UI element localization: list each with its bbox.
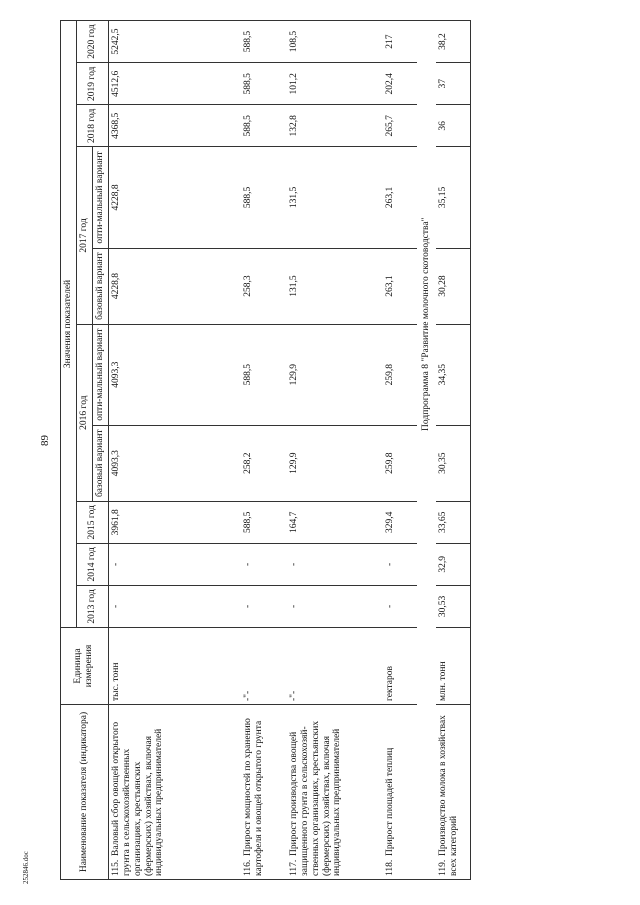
value-2019: 588,5 <box>241 63 287 105</box>
value-2013: - <box>287 585 383 627</box>
unit-cell: тыс. тонн <box>108 628 241 705</box>
rotated-table-container <box>60 20 580 880</box>
subprogram-heading-row <box>417 21 436 880</box>
value-2018: 588,5 <box>241 105 287 147</box>
indicator-name-cell <box>108 705 241 880</box>
indicator-name-cell <box>436 705 471 880</box>
value-2017-optimal: 131,5 <box>287 147 383 248</box>
value-2016-base: 258,2 <box>241 425 287 501</box>
value-2017-base: 131,5 <box>287 248 383 324</box>
row-number: 118. <box>384 859 395 876</box>
value-2017-optimal: 35,15 <box>436 147 471 248</box>
value-2016-optimal: 129,9 <box>287 324 383 425</box>
value-2020: 5242,5 <box>108 21 241 63</box>
value-2014: - <box>287 543 383 585</box>
table-row <box>241 21 287 880</box>
unit-cell: -"- <box>241 628 287 705</box>
header-indicator-name: Наименование показателя (индикатора) <box>61 705 109 880</box>
page-number: 89 <box>39 435 51 446</box>
value-2018: 36 <box>436 105 471 147</box>
indicator-name: Прирост мощностей по хранению картофеля и овощей открытого грунта <box>242 718 264 876</box>
header-year-2016: 2016 год <box>76 324 92 501</box>
value-2015: 588,5 <box>241 501 287 543</box>
value-2013: - <box>108 585 241 627</box>
value-2014: - <box>383 543 417 585</box>
unit-cell: млн. тонн <box>436 628 471 705</box>
value-2018: 265,7 <box>383 105 417 147</box>
indicator-name: Производство молока в хозяйствах всех категорий <box>437 715 459 876</box>
row-number: 115. <box>110 859 121 876</box>
unit-cell: гектаров <box>383 628 417 705</box>
value-2016-optimal: 259,8 <box>383 324 417 425</box>
value-2017-base: 263,1 <box>383 248 417 324</box>
value-2013: 30,53 <box>436 585 471 627</box>
value-2020: 588,5 <box>241 21 287 63</box>
value-2019: 101,2 <box>287 63 383 105</box>
value-2013: - <box>241 585 287 627</box>
value-2016-optimal: 34,35 <box>436 324 471 425</box>
value-2016-base: 129,9 <box>287 425 383 501</box>
indicator-name-cell <box>383 705 417 880</box>
value-2016-optimal: 4093,3 <box>108 324 241 425</box>
value-2017-base: 4228,8 <box>108 248 241 324</box>
header-year-2015: 2015 год <box>76 501 108 543</box>
value-2018: 132,8 <box>287 105 383 147</box>
row-number: 119. <box>437 859 448 876</box>
value-2016-base: 4093,3 <box>108 425 241 501</box>
header-year-2019: 2019 год <box>76 63 108 105</box>
indicators-table <box>60 20 471 880</box>
value-2015: 3961,8 <box>108 501 241 543</box>
value-2014: 32,9 <box>436 543 471 585</box>
value-2017-optimal: 588,5 <box>241 147 287 248</box>
header-2017-optimal: опти-мальный вариант <box>92 147 108 248</box>
indicator-name-cell <box>241 705 287 880</box>
header-year-2018: 2018 год <box>76 105 108 147</box>
value-2017-base: 258,3 <box>241 248 287 324</box>
value-2019: 37 <box>436 63 471 105</box>
header-2016-base: базовый вариант <box>92 425 108 501</box>
table-row <box>108 21 241 880</box>
header-year-2020: 2020 год <box>76 21 108 63</box>
footer-filename: 252846.doc <box>22 851 30 884</box>
value-2016-base: 259,8 <box>383 425 417 501</box>
value-2016-base: 30,35 <box>436 425 471 501</box>
value-2016-optimal: 588,5 <box>241 324 287 425</box>
value-2014: - <box>241 543 287 585</box>
value-2015: 33,65 <box>436 501 471 543</box>
table-row <box>436 21 471 880</box>
indicator-name: Валовый сбор овощей открытого грунта в сельскохозяйственных организациях, крестьянских (фермерских) хозяйствах, включая индивидуальных предпринимателей <box>110 721 165 876</box>
indicator-name: Прирост производства овощей защищенного грунта в сельскохозяй-ственных организациях, крестьянских (фермерских) хозяйствах, включая индивидуальных предпринимателей <box>288 720 343 876</box>
value-2015: 329,4 <box>383 501 417 543</box>
table-row <box>383 21 417 880</box>
value-2015: 164,7 <box>287 501 383 543</box>
row-number: 116. <box>242 859 253 876</box>
header-2017-base: базовый вариант <box>92 248 108 324</box>
value-2013: - <box>383 585 417 627</box>
subprogram-title: Подпрограмма 8 "Развитие молочного скотоводства" <box>417 21 436 628</box>
header-values-group: Значения показателей <box>61 21 77 628</box>
value-2020: 217 <box>383 21 417 63</box>
value-2020: 108,5 <box>287 21 383 63</box>
header-unit: Единица измерения <box>61 628 109 705</box>
header-2016-optimal: опти-мальный вариант <box>92 324 108 425</box>
header-year-2017: 2017 год <box>76 147 92 324</box>
value-2017-optimal: 263,1 <box>383 147 417 248</box>
value-2020: 38,2 <box>436 21 471 63</box>
value-2017-base: 30,28 <box>436 248 471 324</box>
header-year-2014: 2014 год <box>76 543 108 585</box>
unit-cell: -"- <box>287 628 383 705</box>
value-2019: 4512,6 <box>108 63 241 105</box>
indicator-name: Прирост площадей теплиц <box>384 747 395 856</box>
value-2019: 202,4 <box>383 63 417 105</box>
indicator-name-cell <box>287 705 383 880</box>
header-year-2013: 2013 год <box>76 585 108 627</box>
value-2018: 4368,5 <box>108 105 241 147</box>
table-row <box>287 21 383 880</box>
value-2014: - <box>108 543 241 585</box>
value-2017-optimal: 4228,8 <box>108 147 241 248</box>
row-number: 117. <box>288 859 299 876</box>
